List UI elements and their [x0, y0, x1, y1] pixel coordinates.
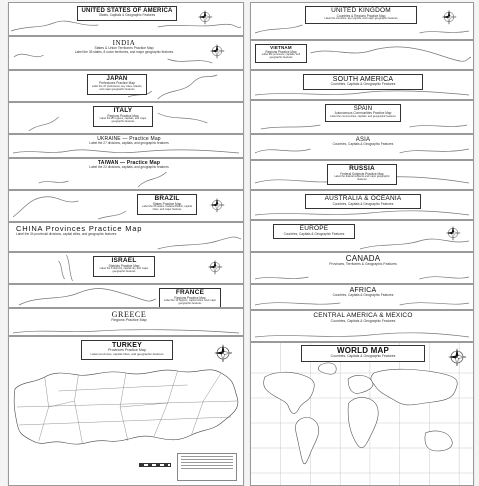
sheet-europe	[250, 220, 474, 252]
sheet-title-box	[69, 160, 189, 172]
sheet-subtitle: Countries, Capitals & Geographic Features	[332, 201, 394, 206]
sheet-title: SOUTH AMERICA	[332, 76, 394, 83]
sheet-title-box	[93, 256, 155, 277]
right-sheet-stack	[250, 2, 474, 484]
sheet-subtitle: Countries, Capitals & Geographic Features	[330, 82, 396, 87]
sheet-note: Label the 36 states, 8 union territories, and major geographic features	[74, 50, 174, 55]
sheet-subtitle: Countries, Capitals & Geographic Features	[332, 142, 394, 147]
sheet-subtitle: Countries, Capitals & Geographic Features	[283, 231, 345, 236]
sheet-israel	[8, 252, 244, 284]
sheet-vietnam	[250, 40, 474, 70]
sheet-note: Label the countries, key regions, and major geographic features	[324, 17, 398, 21]
compass-rose-icon	[441, 9, 457, 25]
sheet-title-box	[273, 224, 355, 239]
sheet-title-box	[327, 164, 397, 185]
sheet-subtitle: Regions Practice Map	[107, 113, 139, 118]
sheet-subtitle: Countries, Capitals & Geographic Features	[330, 318, 396, 323]
sheet-ukraine	[8, 134, 244, 158]
sheet-title-box	[317, 136, 409, 149]
sheet-note: Label the 20 regions, capitals, and major geographic features	[99, 117, 147, 124]
world-map	[251, 343, 473, 485]
sheet-subtitle: Provinces, Territories & Geographic Features	[329, 262, 397, 267]
sheet-subtitle: Autonomous Communities Practice Map	[334, 111, 392, 116]
sheet-title: ISRAEL	[111, 257, 137, 264]
sheet-title-box	[69, 136, 189, 148]
sheet-africa	[250, 284, 474, 310]
sheet-subtitle: Federal Subjects Practice Map	[340, 171, 384, 176]
sheet-japan	[8, 70, 244, 102]
sheet-greece	[8, 308, 244, 336]
sheet-subtitle: States Practice Map	[152, 201, 182, 206]
sheet-title-box	[305, 194, 421, 209]
sheet-subtitle: Countries, Capitals & Geographic Features	[332, 293, 394, 298]
legend-box	[177, 453, 237, 481]
sheet-note: Label the 26 states, Federal District, capital cities, and major features	[142, 205, 192, 212]
sheet-asia	[250, 134, 474, 160]
sheet-taiwan	[8, 158, 244, 190]
sheet-title: VIETNAM	[270, 45, 292, 50]
sheet-note: Label the 13 regions, capital cities, and major geographic features	[163, 299, 217, 306]
sheet-title-box	[87, 74, 147, 95]
sheet-uk	[250, 2, 474, 40]
sheet-italy	[8, 102, 244, 134]
sheet-title: SPAIN	[353, 106, 373, 112]
sheet-note: Label the 6 districts, capital city, and major geographic features	[99, 267, 149, 274]
sheet-title: CANADA	[345, 254, 381, 263]
sheet-title: BRAZIL	[154, 195, 180, 202]
sheet-subtitle: Label the 27 divisions, capitals, and geographic features	[89, 141, 169, 146]
sheet-central-america-mexico	[250, 310, 474, 342]
compass-rose-icon	[213, 343, 233, 363]
sheet-usa	[8, 2, 244, 36]
sheet-title: JAPAN	[106, 76, 128, 82]
compass-rose-icon	[209, 197, 225, 213]
sheet-title: ITALY	[113, 107, 133, 114]
sheet-title-box	[81, 340, 173, 360]
sheet-title-box	[159, 288, 221, 308]
sheet-title-box	[305, 6, 417, 24]
compass-rose-icon	[197, 9, 213, 25]
sheet-subtitle: Prefectures Practice Map	[99, 81, 135, 86]
sheet-india	[8, 36, 244, 70]
sheet-title-box	[301, 345, 425, 362]
sheet-title-box	[311, 254, 415, 269]
sheet-title-box	[255, 44, 307, 63]
sheet-note: Label the federal subjects and major geographic features	[334, 175, 390, 182]
sheet-title: UNITED STATES OF AMERICA	[81, 8, 173, 14]
sheet-title-box	[311, 286, 415, 300]
sheet-title: ASIA	[355, 137, 371, 143]
sheet-title: FRANCE	[175, 289, 205, 296]
sheet-spain	[250, 100, 474, 134]
sheet-title-box	[59, 39, 189, 57]
sheet-title: UNITED KINGDOM	[331, 7, 391, 14]
sheet-title: AFRICA	[349, 287, 377, 294]
sheet-subtitle: Countries, Capitals & Geographic Features	[330, 354, 396, 359]
sheet-subtitle: Regions Practice Map	[265, 49, 297, 54]
sheet-brazil	[8, 190, 244, 222]
sheet-subtitle: Regions Practice Map	[174, 295, 206, 300]
compass-rose-icon	[445, 225, 461, 241]
sheet-title: TURKEY	[112, 342, 142, 349]
sheet-title: UKRAINE — Practice Map	[97, 136, 161, 142]
sheet-russia	[250, 160, 474, 190]
sheet-china	[8, 222, 244, 252]
sheet-subtitle: Label the 34 provincial divisions, capital cities, and geographic features	[16, 231, 117, 236]
sheet-title: WORLD MAP	[336, 346, 389, 355]
sheet-title: CHINA Provinces Practice Map	[16, 224, 143, 233]
sheet-title: RUSSIA	[349, 165, 375, 172]
sheet-title: AUSTRALIA & OCEANIA	[324, 195, 402, 202]
sheet-title: INDIA	[112, 39, 136, 47]
sheet-subtitle: Districts Practice Map	[108, 263, 140, 268]
compass-rose-icon	[209, 43, 225, 59]
sheet-note: Label the communities, capitals, and geographic features	[330, 114, 396, 118]
sheet-subtitle: Regions Practice Map	[111, 318, 147, 323]
sheet-note: Label the provinces, capitals, and geographic features	[261, 53, 301, 60]
sheet-canada	[250, 252, 474, 284]
sheet-subtitle: States & Union Territories Practice Map	[94, 46, 154, 51]
sheet-title: CENTRAL AMERICA & MEXICO	[313, 312, 413, 319]
sheet-title-box	[69, 310, 189, 325]
sheet-title: EUROPE	[299, 225, 329, 232]
sheet-turkey	[8, 336, 244, 486]
sheet-title-box	[303, 74, 423, 90]
sheet-title-box	[137, 194, 197, 215]
sheet-subtitle: Countries & Regions Practice Map	[336, 13, 386, 18]
sheet-title: TAIWAN — Practice Map	[97, 160, 161, 166]
sheet-title-box	[293, 312, 433, 326]
compass-rose-icon	[447, 347, 467, 367]
sheet-world-map	[250, 342, 474, 486]
sheet-title-box	[93, 106, 153, 127]
sheet-note: Label provinces, capital cities, and geographic features	[90, 352, 164, 357]
scale-bar	[139, 463, 171, 467]
sheet-france	[8, 284, 244, 308]
sheet-title-box	[13, 224, 163, 238]
sheet-australia-oceania	[250, 190, 474, 220]
compass-rose-icon	[207, 259, 223, 275]
sheet-title: GREECE	[111, 310, 147, 319]
sheet-subtitle: Provinces Practice Map	[108, 348, 146, 353]
left-sheet-stack	[8, 2, 244, 484]
sheet-subtitle: States, Capitals & Geographic Features	[98, 13, 156, 18]
sheet-title-box	[77, 6, 177, 21]
sheet-south-america	[250, 70, 474, 100]
sheet-title-box	[325, 104, 401, 122]
sheet-subtitle: Label the 22 divisions, capitals, and geographic features	[89, 165, 169, 170]
sheet-note: Label the 47 prefectures, key cities, islands, and major geographic features	[91, 84, 143, 91]
